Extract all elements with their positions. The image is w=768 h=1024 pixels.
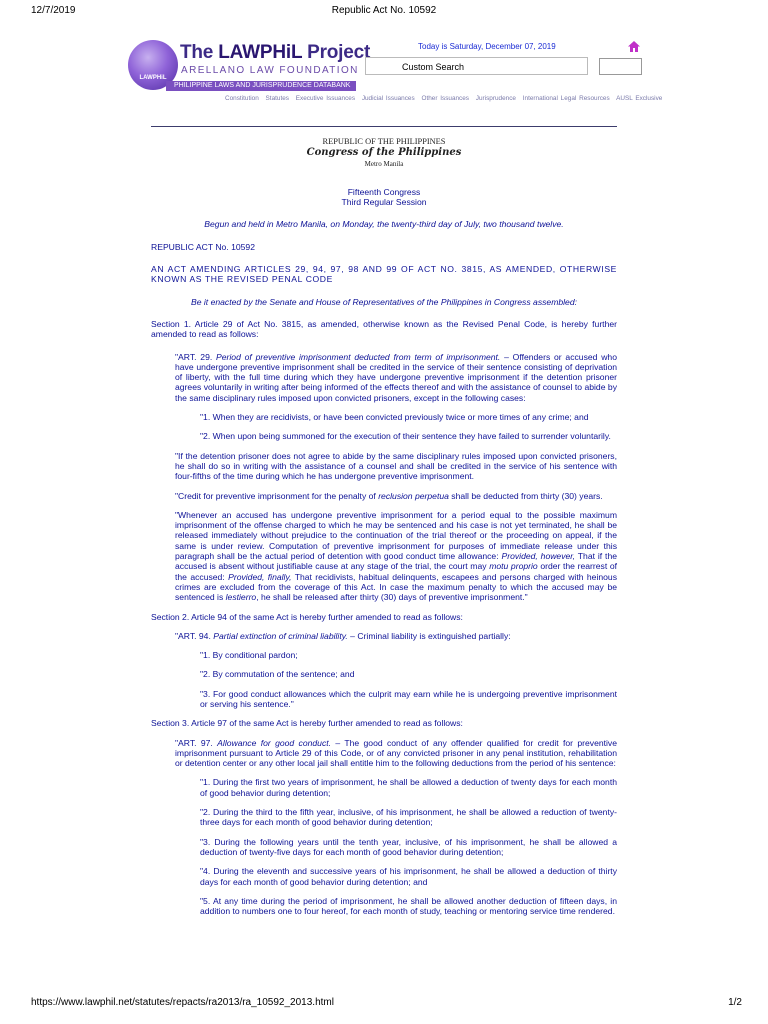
document-body — [151, 137, 617, 916]
congress-number: Fifteenth Congress — [347, 186, 421, 197]
article-97-item-2: "2. During the third to the fifth year, inclusive, of his imprisonment, he shall be allowed a reduction of twenty-three days for each month of good behavior during detention; — [200, 807, 617, 828]
today-date: Today is Saturday, December 07, 2019 — [418, 42, 556, 51]
article-29-para-3: "Credit for preventive imprisonment for the penalty of reclusion perpetua shall be deducted from thirty (30) years. — [175, 490, 603, 501]
article-29-para-4: "Whenever an accused has undergone preventive imprisonment for a period equal to the possible maximum imprisonment of the offense charged to which he may be sentenced and his case is not yet terminated, he shall be released immediately without prejudice to the continuation of the trial thereof or the proceeding on appeal, if the same is under review. Computation of preventive imprisonment for purposes of immediate release under this paragraph shall be the actual period of detention with good conduct time allowance: Provided, however, That if the accused is absent without justifiable cause at any stage of the trial, the court may motu proprio order the rearrest of the accused: Provided, finally, That recidivists, habitual delinquents, escapees and persons charged with heinous crimes are excluded from the coverage of this Act. In case the maximum penalty to which the accused may be sentenced is lestierro, he shall be released after thirty (30) days of preventive imprisonment." — [175, 509, 618, 603]
nav-international-legal-resources[interactable]: International Legal Resources — [522, 95, 610, 102]
foundation-name: ARELLANO LAW FOUNDATION — [181, 65, 359, 76]
congress-heading: Congress of the Philippines — [306, 147, 462, 159]
article-94-item-3: "3. For good conduct allowances which the culprit may earn while he is undergoing preventive imprisonment or serving his sentence." — [200, 688, 617, 709]
search-button[interactable] — [599, 58, 642, 75]
nav-judicial-issuances[interactable]: Judicial Issuances — [361, 95, 415, 102]
article-29-item-1: "1. When they are recidivists, or have been convicted previously twice or more times of any crime; and — [200, 412, 589, 423]
article-97-item-5: "5. At any time during the period of imprisonment, he shall be allowed another deduction of fifteen days, in addition to numbers one to four hereof, for each month of study, teaching or mentoring service time rendered. — [200, 895, 617, 917]
enacting-clause: Be it enacted by the Senate and House of Representatives of the Philippines in Congress assembled: — [190, 296, 577, 307]
article-97-item-4: "4. During the eleventh and successive years of his imprisonment, he shall be allowed a deduction of thirty days for each month of good behavior during detention; and — [200, 866, 617, 887]
article-29-para-2: "If the detention prisoner does not agree to abide by the same disciplinary rules imposed upon convicted prisoners, he shall do so in writing with the assistance of a counsel and shall be credited in the service of his sentence with four-fifths of the time during which he has undergone preventive imprisonment. — [175, 450, 617, 482]
article-97-item-1: "1. During the first two years of imprisonment, he shall be allowed a deduction of twenty days for each month of good behavior during detention; — [200, 777, 617, 798]
article-94-intro: "ART. 94. Partial extinction of criminal liability. – Criminal liability is extinguished partially: — [175, 630, 511, 641]
print-date: 12/7/2019 — [31, 5, 76, 16]
print-page-number: 1/2 — [728, 997, 742, 1008]
article-94-item-1: "1. By conditional pardon; — [200, 650, 298, 661]
brand-name: LAWPHiL — [218, 42, 303, 63]
section-1: Section 1. Article 29 of Act No. 3815, as amended, otherwise known as the Revised Penal Code, is hereby further amended to read as follows: — [151, 318, 617, 340]
main-nav — [225, 95, 666, 102]
republic-heading: REPUBLIC OF THE PHILIPPINES — [322, 137, 446, 146]
section-3: Section 3. Article 97 of the same Act is hereby further amended to read as follows: — [151, 718, 463, 729]
nav-statutes[interactable]: Statutes — [265, 95, 289, 102]
article-29-intro: "ART. 29. Period of preventive imprisonment deducted from term of imprisonment. – Offenders or accused who have undergone preventive imprisonment shall be credited in the service of their sentence consisting of deprivation of liberty, with the full time during which they have undergone preventive imprisonment if the detention prisoner agrees voluntarily in writing after being informed of the effects thereof and with the assistance of counsel to abide by the same disciplinary rules imposed upon convicted prisoners, except in the following cases: — [175, 351, 617, 403]
nav-ausl-exclusive[interactable]: AUSL Exclusive — [616, 95, 663, 102]
nav-constitution[interactable]: Constitution — [225, 95, 259, 102]
article-97-intro: "ART. 97. Allowance for good conduct. – The good conduct of any offender qualified for credit for preventive imprisonment pursuant to Article 29 of this Code, or of any convicted prisoner in any penal institution, rehabilitation or detention center or any other local jail shall entitle him to the following deductions from the period of his sentence: — [175, 737, 618, 769]
article-94-item-2: "2. By commutation of the sentence; and — [200, 669, 355, 680]
print-url: https://www.lawphil.net/statutes/repacts/ra2013/ra_10592_2013.html — [31, 997, 334, 1008]
begun-clause: Begun and held in Metro Manila, on Monday, the twenty-third day of July, two thousand twelve. — [204, 219, 564, 230]
nav-other-issuances[interactable]: Other Issuances — [421, 95, 470, 102]
databank-banner: PHILIPPINE LAWS AND JURISPRUDENCE DATABANK — [166, 81, 356, 91]
act-title: AN ACT AMENDING ARTICLES 29, 94, 97, 98 AND 99 OF ACT NO. 3815, AS AMENDED, OTHERWISE KNOWN AS THE REVISED PENAL CODE — [151, 264, 617, 285]
article-29-item-2: "2. When upon being summoned for the execution of their sentence they have failed to surrender voluntarily. — [200, 431, 611, 442]
print-title: Republic Act No. 10592 — [331, 5, 437, 16]
nav-executive-issuances[interactable]: Executive Issuances — [295, 95, 356, 102]
metro-manila: Metro Manila — [364, 159, 404, 168]
article-97-item-3: "3. During the following years until the tenth year, inclusive, of his imprisonment, he shall be allowed a deduction of twenty-five days for each month of good behavior during detention; — [200, 836, 617, 857]
logo-text: LAWPHiL — [139, 75, 167, 81]
site-brand[interactable] — [180, 42, 370, 64]
custom-search-input[interactable]: Custom Search — [365, 57, 588, 75]
brand-suffix: Project — [302, 42, 371, 63]
act-number: REPUBLIC ACT No. 10592 — [151, 241, 255, 252]
header-divider — [151, 126, 617, 127]
brand-prefix: The — [180, 42, 219, 63]
section-2: Section 2. Article 94 of the same Act is hereby further amended to read as follows: — [151, 611, 463, 622]
home-icon[interactable] — [628, 41, 640, 52]
session-number: Third Regular Session — [341, 197, 427, 208]
nav-jurisprudence[interactable]: Jurisprudence — [475, 95, 516, 102]
